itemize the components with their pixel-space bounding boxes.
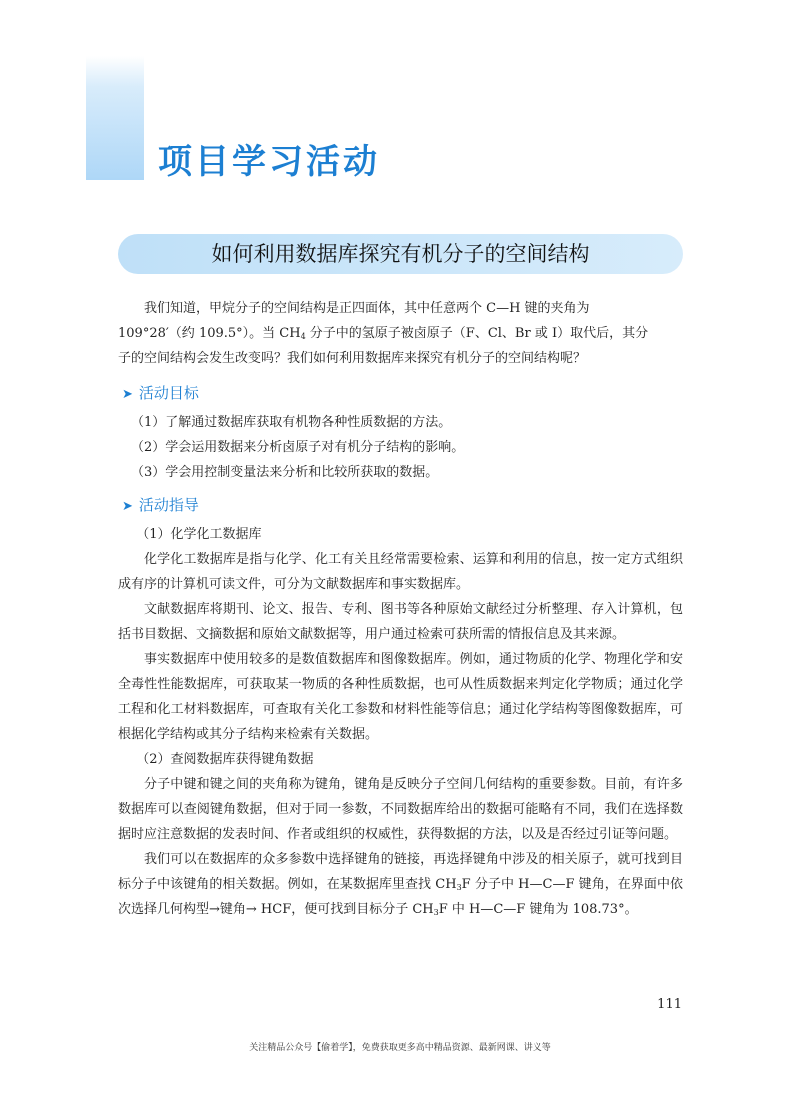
intro-paragraph — [118, 296, 683, 371]
goal-item: （3）学会用控制变量法来分析和比较所获取的数据。 — [131, 465, 439, 480]
intro-line-2-end: 分子中的氢原子被卤原子（F、Cl、Br 或 I）取代后，其分 — [305, 326, 649, 341]
guide-subheading-2: （2）查阅数据库获得键角数据 — [136, 752, 314, 767]
guide-paragraph-5 — [118, 847, 683, 922]
guide-paragraph-4: 分子中键和键之间的夹角称为键角，键角是反映分子空间几何结构的重要参数。目前，有许多数据库可以查阅键角数据，但对于同一参数，不同数据库给出的数据可能略有不同，我们在选择数据时应注意数据的发表时间、作者或组织的权威性，获得数据的方法，以及是否经过引证等问题。 — [118, 777, 683, 842]
guide-paragraph-1: 化学化工数据库是指与化学、化工有关且经常需要检索、运算和利用的信息，按一定方式组织成有序的计算机可读文件，可分为文献数据库和事实数据库。 — [118, 552, 683, 592]
section-heading-guide — [122, 493, 199, 519]
project-title: 项目学习活动 — [158, 142, 380, 182]
intro-line-1: 我们知道，甲烷分子的空间结构是正四面体，其中任意两个 C—H 键的夹角为 — [144, 301, 590, 316]
intro-line-2 — [118, 321, 683, 346]
p5-subscript-2: 3 — [433, 908, 439, 917]
guide-content — [118, 522, 683, 922]
page-number: 111 — [657, 997, 682, 1012]
guide-heading-text: 活动指导 — [138, 496, 199, 514]
intro-line-2-start: 109°28′（约 109.5°）。当 CH — [118, 326, 301, 341]
intro-subscript: 4 — [300, 332, 306, 341]
goals-heading-text: 活动目标 — [138, 384, 199, 402]
p5-subscript-1: 3 — [456, 883, 462, 892]
guide-paragraph-2: 文献数据库将期刊、论文、报告、专利、图书等各种原始文献经过分析整理、存入计算机，包括书目数据、文摘数据和原始文献数据等，用户通过检索可获所需的情报信息及其来源。 — [118, 602, 683, 642]
arrow-icon: ➤ — [122, 499, 133, 514]
arrow-icon: ➤ — [122, 387, 133, 402]
footer-note: 关注精品公众号【偷着学】，免费获取更多高中精品资源、最新网课、讲义等 — [249, 1043, 551, 1053]
title-accent-bar — [86, 56, 144, 180]
goal-item: （1）了解通过数据库获取有机物各种性质数据的方法。 — [131, 415, 452, 430]
topic-title-banner — [118, 234, 683, 274]
p5-part-3: F 中 H—C—F 键角为 108.73°。 — [438, 902, 638, 917]
goals-list — [118, 410, 683, 485]
guide-paragraph-3: 事实数据库中使用较多的是数值数据库和图像数据库。例如，通过物质的化学、物理化学和安全毒性性能数据库，可获取某一物质的各种性质数据，也可从性质数据来判定化学物质；通过化学工程和化工材料数据库，可查取有关化工参数和材料性能等信息；通过化学结构等图像数据库，可根据化学结构或其分子结构来检索有关数据。 — [118, 652, 683, 742]
p5-part-1: 我们可以在数据库的众多参数中选择键角的链接，再选择键角中涉及的相关原子，就可找到目标分子中该键角的相关数据。例如，在某数据库里查找 CH — [118, 852, 683, 892]
topic-title: 如何利用数据库探究有机分子的空间结构 — [211, 242, 590, 266]
section-heading-goals — [122, 381, 199, 407]
intro-line-3: 子的空间结构会发生改变吗？我们如何利用数据库来探究有机分子的空间结构呢？ — [118, 351, 587, 366]
p5-part-2: F 分子中 H—C—F 键角，在界面中依次选择几何构型→键角→ HCF，便可找到目标分子 CH — [118, 877, 683, 917]
guide-subheading-1: （1）化学化工数据库 — [136, 527, 262, 542]
goal-item: （2）学会运用数据来分析卤原子对有机分子结构的影响。 — [131, 440, 465, 455]
